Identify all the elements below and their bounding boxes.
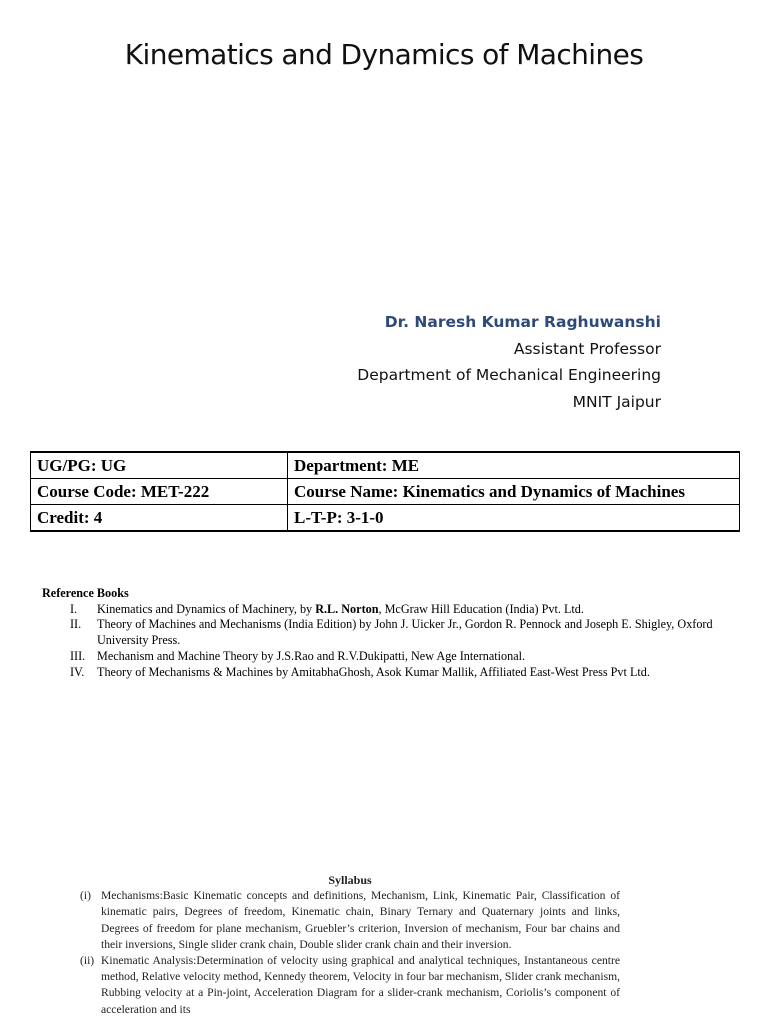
list-item (80, 888, 620, 953)
list-item-number: (ii) (80, 954, 95, 968)
table-row (31, 479, 740, 505)
author-position: Assistant Professor (513, 339, 661, 358)
table-cell: Department: ME (288, 452, 740, 479)
list-item-number: II. (70, 617, 82, 632)
table-cell: Credit: 4 (31, 505, 288, 532)
author-institute: MNIT Jaipur (572, 392, 661, 411)
document-title: Kinematics and Dynamics of Machines (124, 38, 644, 71)
course-info-table (30, 451, 740, 532)
syllabus (80, 872, 620, 1018)
list-item (70, 617, 742, 648)
list-item-number: III. (70, 648, 86, 663)
reference-books-heading: Reference Books (42, 586, 129, 600)
table-cell: L-T-P: 3-1-0 (288, 505, 740, 532)
list-item-text (97, 602, 742, 618)
list-item-number: I. (70, 601, 78, 616)
table-cell: Course Code: MET-222 (31, 479, 288, 505)
list-item-text: Mechanisms:Basic Kinematic concepts and definitions, Mechanism, Link, Kinematic Pair, Classification of kinematic pairs, Degrees of freedom, Kinematic chain, Binary Ternary and Quaternary joints and links, Degrees of freedom for plane mechanism, Gruebler’s criterion, Inversion of mechanism, Four bar chains and their inversions, Single slider crank chain, Double slider crank chain and their inversion. (101, 889, 620, 951)
reference-books (42, 586, 742, 680)
list-item-text: Theory of Mechanisms & Machines by AmitabhaGhosh, Asok Kumar Mallik, Affiliated East-West Press Pvt Ltd. (97, 664, 650, 679)
list-item (80, 953, 620, 1018)
author-name: Dr. Naresh Kumar Raghuwanshi (384, 313, 661, 331)
ref-author-bold: R.L. Norton (315, 601, 379, 616)
table-row (31, 505, 740, 532)
list-item (70, 649, 742, 665)
list-item (70, 602, 742, 618)
list-item-number: (i) (80, 889, 91, 903)
list-item-text: Mechanism and Machine Theory by J.S.Rao and R.V.Dukipatti, New Age International. (97, 648, 526, 663)
table-cell: Course Name: Kinematics and Dynamics of Machines (288, 479, 740, 505)
author-department: Department of Mechanical Engineering (357, 366, 661, 384)
list-item-number: IV. (70, 664, 85, 679)
list-item-text: Theory of Machines and Mechanisms (India Edition) by John J. Uicker Jr., Gordon R. Pennock and Joseph E. Shigley, Oxford University Press. (97, 617, 713, 648)
table-row (31, 452, 740, 479)
author-block (357, 309, 661, 415)
ref-text-part: , McGraw Hill Education (India) Pvt. Ltd. (378, 601, 584, 616)
table-cell: UG/PG: UG (31, 452, 288, 479)
list-item-text: Kinematic Analysis:Determination of velocity using graphical and analytical techniques, Instantaneous centre method, Relative velocity method, Kennedy theorem, Velocity in four bar mechanism, Slider crank mechanism, Rubbing velocity at a Pin-joint, Acceleration Diagram for a slider-crank mechanism, Coriolis’s component of acceleration and its (101, 954, 620, 1016)
list-item (70, 665, 742, 681)
syllabus-heading: Syllabus (328, 873, 372, 887)
ref-text-part: Kinematics and Dynamics of Machinery, by (97, 601, 316, 616)
